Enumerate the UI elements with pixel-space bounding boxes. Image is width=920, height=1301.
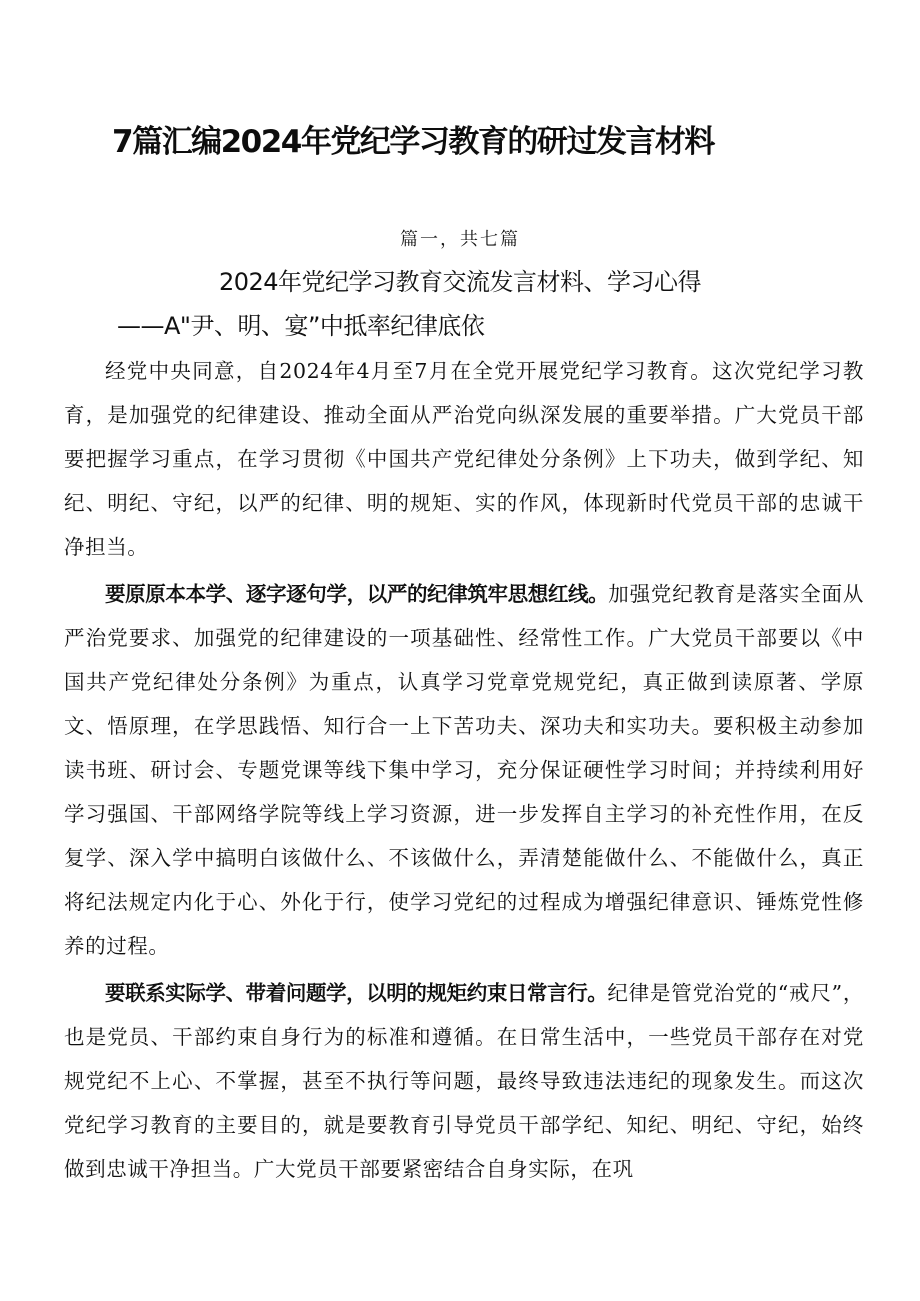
section-label: 篇一，共七篇 (400, 229, 520, 250)
paragraph-lead: 要联系实际学、带着问题学，以明的规矩约束日常言行。 (105, 981, 608, 1005)
paragraph-text: 经党中央同意，自2024年4月至7月在全党开展党纪学习教育。这次党纪学习教育，是加强党的纪律建设、推动全面从严治党向纵深发展的重要举措。广大党员干部要把握学习重点，在学习贯彻《中国共产党纪律处分条例》上下功夫，做到学纪、知纪、明纪、守纪，以严的纪律、明的规矩、实的作风，体现新时代党员干部的忠诚干净担当。 (64, 359, 864, 559)
paragraph-text: 加强党纪教育是落实全面从严治党要求、加强党的纪律建设的一项基础性、经常性工作。广大党员干部要以《中国共产党纪律处分条例》为重点，认真学习党章党规党纪，真正做到读原著、学原文、悟原理，在学思践悟、知行合一上下苦功夫、深功夫和实功夫。要积极主动参加读书班、研讨会、专题党课等线下集中学习，充分保证硬性学习时间；并持续利用好学习强国、干部网络学院等线上学习资源，进一步发挥自主学习的补充性作用，在反复学、深入学中搞明白该做什么、不该做什么，弄清楚能做什么、不能做什么，真正将纪法规定内化于心、外化于行，使学习党纪的过程成为增强纪律意识、锤炼党性修养的过程。 (64, 582, 864, 958)
article-body (64, 349, 864, 1194)
article-subtitle: 2024年党纪学习教育交流发言材料、学习心得 (218, 268, 702, 296)
paragraph (64, 572, 864, 968)
paragraph (64, 349, 864, 569)
paragraph (64, 971, 864, 1191)
paragraph-lead: 要原原本本学、逐字逐句学，以严的纪律筑牢思想红线。 (105, 582, 609, 606)
paragraph-text: 纪律是管党治党的“戒尺”，也是党员、干部约束自身行为的标准和遵循。在日常生活中，一些党员干部存在对党规党纪不上心、不掌握，甚至不执行等问题，最终导致违法违纪的现象发生。而这次党纪学习教育的主要目的，就是要教育引导党员干部学纪、知纪、明纪、守纪，始终做到忠诚干净担当。广大党员干部要紧密结合自身实际，在巩 (64, 981, 864, 1181)
document-title: 7篇汇编2024年党纪学习教育的研过发言材料 (112, 124, 714, 160)
article-subtitle-line2: ——A"尹、明、宴”中抵率纪律底依 (117, 312, 485, 340)
